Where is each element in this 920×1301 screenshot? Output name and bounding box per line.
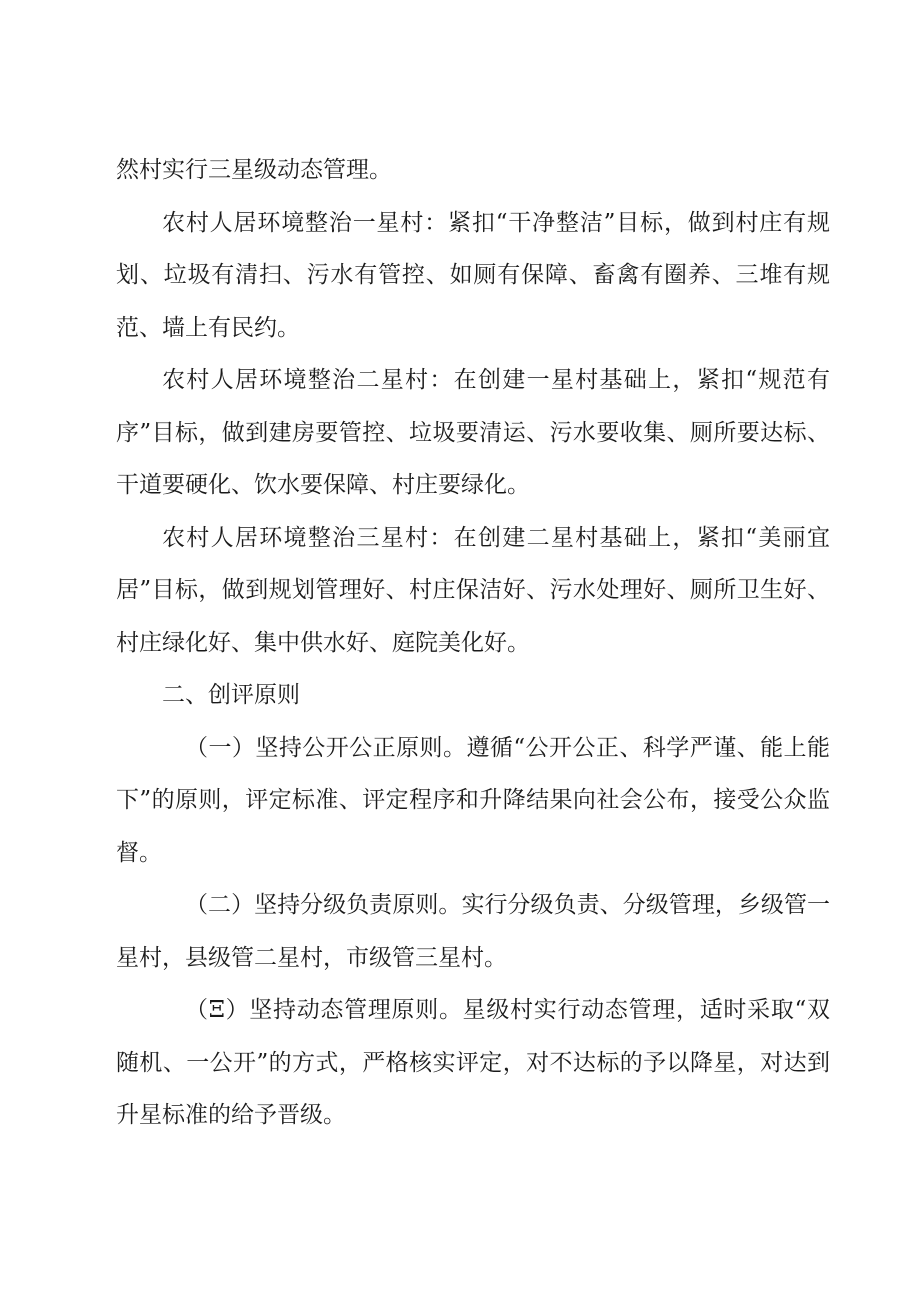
paragraph-three-star: 农村人居环境整治三星村：在创建二星村基础上，紧扣“美丽宜居”目标，做到规划管理好、村庄保洁好、污水处理好、厕所卫生好、村庄绿化好、集中供水好、庭院美化好。 (116, 524, 830, 656)
paragraph-principle-1: （一）坚持公开公正原则。遵循“公开公正、科学严谨、能上能下”的原则，评定标准、评定程序和升降结果向社会公布，接受公众监督。 (116, 734, 830, 866)
paragraph-principle-2: （二）坚持分级负责原则。实行分级负责、分级管理，乡级管一星村，县级管二星村，市级管三星村。 (116, 892, 830, 971)
section-heading-principles: 二、创评原则 (162, 682, 300, 708)
paragraph-one-star: 农村人居环境整治一星村：紧扣“干净整洁”目标，做到村庄有规划、垃圾有清扫、污水有管控、如厕有保障、畜禽有圈养、三堆有规范、墙上有民约。 (116, 209, 830, 341)
paragraph-continuation: 然村实行三星级动态管理。 (116, 157, 392, 183)
document-body (116, 144, 830, 1142)
paragraph-two-star: 农村人居环境整治二星村：在创建一星村基础上，紧扣“规范有序”目标，做到建房要管控、垃圾要清运、污水要收集、厕所要达标、干道要硬化、饮水要保障、村庄要绿化。 (116, 367, 830, 498)
paragraph-principle-3: （Ξ）坚持动态管理原则。星级村实行动态管理，适时采取“双随机、一公开”的方式，严格核实评定，对不达标的予以降星，对达到升星标准的给予晋级。 (116, 997, 830, 1128)
